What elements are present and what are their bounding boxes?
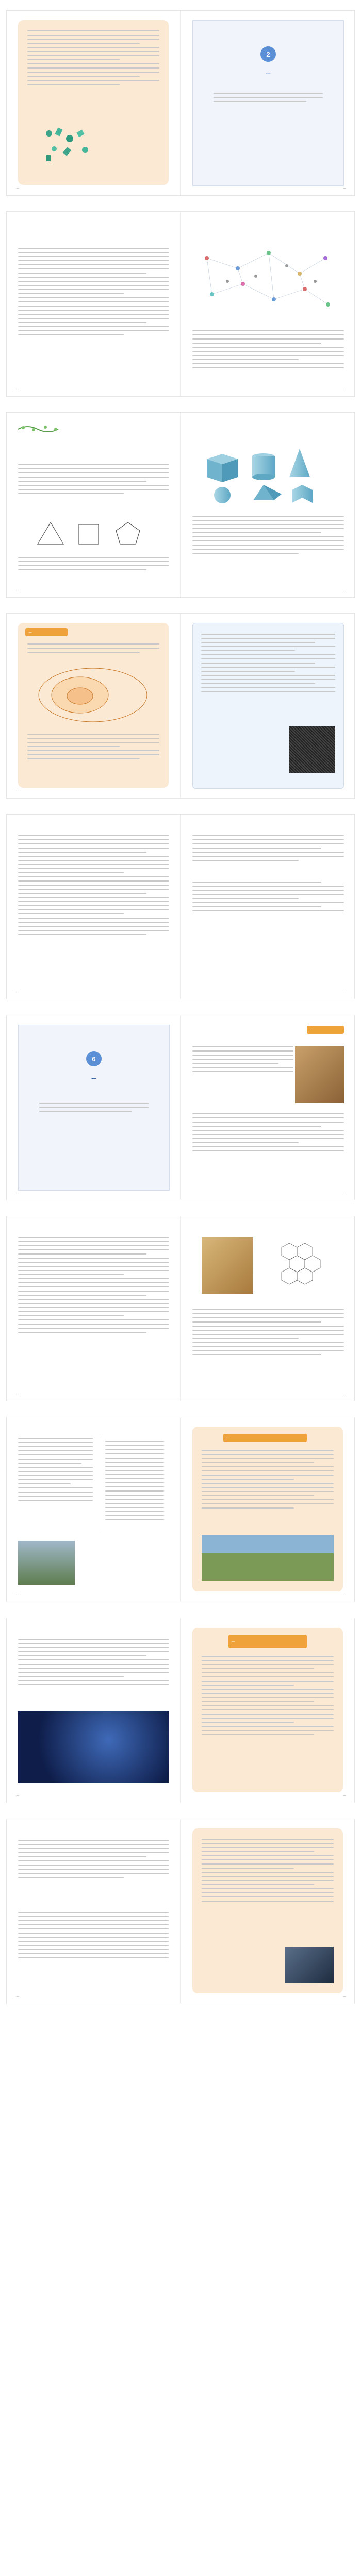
page-number: —	[16, 387, 19, 391]
page-number: —	[343, 789, 346, 793]
sidebar-banner: —	[228, 1635, 307, 1648]
spread-9	[6, 1618, 355, 1803]
sidebar-box	[192, 1828, 343, 1993]
3d-solids-illustration	[202, 428, 331, 505]
page-right	[181, 212, 355, 396]
spread-2	[6, 211, 355, 397]
page-number: —	[16, 1995, 19, 1998]
chapter-title: —	[91, 1076, 96, 1081]
page-number: —	[343, 187, 346, 190]
polygons-diagram	[22, 518, 161, 549]
page-left	[7, 1015, 181, 1200]
page-number: —	[343, 1995, 346, 1998]
landscape-photo	[202, 1535, 334, 1581]
spread-4	[6, 613, 355, 799]
chapter-number-badge: 2	[260, 46, 276, 62]
sidebar-banner: —	[223, 1434, 307, 1442]
go-board-photo	[202, 1237, 253, 1294]
page-number: —	[16, 1593, 19, 1597]
info-card	[192, 623, 344, 789]
hexagon-lattice-diagram	[266, 1237, 338, 1294]
page-number: —	[343, 1794, 346, 1798]
page-left	[7, 413, 181, 597]
venn-diagram	[34, 664, 152, 726]
building-photo	[18, 1541, 75, 1585]
sidebar-box	[192, 1628, 343, 1792]
page-number: —	[343, 588, 346, 592]
number-grid	[18, 1912, 169, 1974]
page-left	[7, 614, 181, 798]
sidebar-banner: —	[25, 628, 68, 636]
page-right	[181, 413, 355, 597]
page-right	[181, 1618, 355, 1803]
spread-6	[6, 1015, 355, 1200]
chapter-card	[18, 1025, 170, 1191]
letters-illustration	[39, 118, 101, 164]
section-banner: —	[307, 1026, 344, 1034]
spread-10	[6, 1819, 355, 2004]
page-right	[181, 1417, 355, 1602]
page-right	[181, 1819, 355, 2004]
chapter-title: —	[266, 71, 271, 77]
page-left	[7, 212, 181, 396]
photo-wooden-board	[295, 1046, 344, 1103]
page-number: —	[16, 1392, 19, 1396]
device-photo	[285, 1947, 334, 1983]
page-number: —	[343, 387, 346, 391]
page-number: —	[16, 789, 19, 793]
chapter-number-badge: 6	[86, 1051, 102, 1066]
page-left	[7, 815, 181, 999]
spread-5	[6, 814, 355, 999]
page-left	[7, 1216, 181, 1401]
page-number: —	[16, 1794, 19, 1798]
page-number: —	[16, 588, 19, 592]
sidebar-box	[18, 623, 169, 788]
page-number: —	[16, 187, 19, 190]
noise-image	[289, 726, 335, 773]
page-number: —	[343, 1191, 346, 1195]
page-left	[7, 11, 181, 195]
page-right	[181, 11, 355, 195]
number-table	[100, 1438, 167, 1531]
intro-box	[18, 20, 169, 185]
spread-3	[6, 412, 355, 598]
sidebar-box	[192, 1427, 343, 1591]
chapter-card	[192, 20, 344, 186]
spread-8	[6, 1417, 355, 1602]
page-number: —	[16, 990, 19, 994]
page-left	[7, 1819, 181, 2004]
page-right	[181, 1216, 355, 1401]
page-number: —	[343, 990, 346, 994]
page-left	[7, 1618, 181, 1803]
vine-decoration-icon	[17, 424, 63, 432]
page-number: —	[343, 1593, 346, 1597]
page-right	[181, 815, 355, 999]
page-right	[181, 614, 355, 798]
page-number: —	[16, 1191, 19, 1195]
network-diagram	[196, 243, 336, 315]
page-left	[7, 1417, 181, 1602]
night-sky-photo	[18, 1711, 169, 1783]
spread-1	[6, 10, 355, 196]
page-number: —	[343, 1392, 346, 1396]
page-right	[181, 1015, 355, 1200]
spread-7	[6, 1216, 355, 1401]
